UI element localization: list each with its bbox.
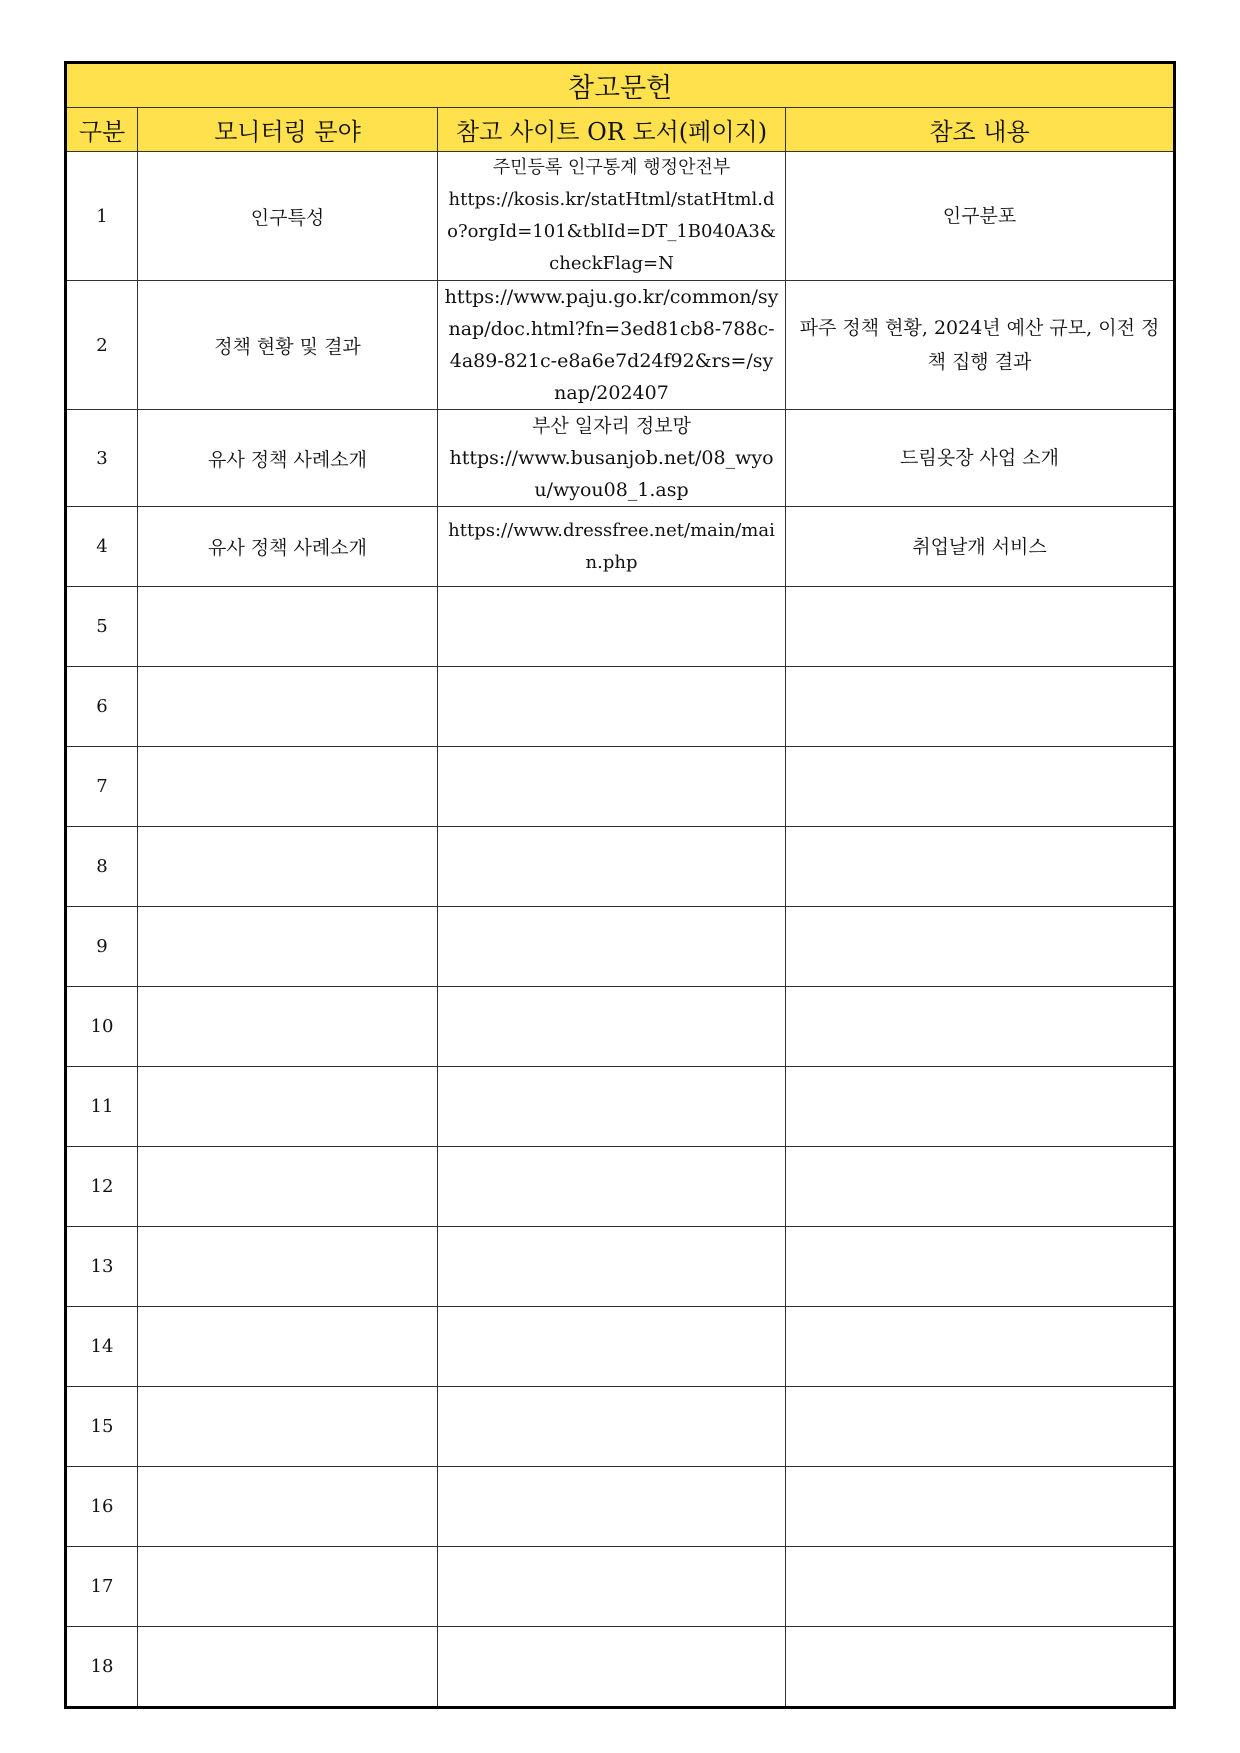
row-number: 16 (66, 1467, 138, 1547)
source-cell (438, 907, 786, 987)
table-row (66, 1067, 1175, 1147)
header-row (66, 108, 1175, 152)
row-number: 8 (66, 827, 138, 907)
reference-content (786, 1467, 1175, 1547)
reference-content (786, 827, 1175, 907)
table-row (66, 1547, 1175, 1627)
table-row (66, 987, 1175, 1067)
row-number: 12 (66, 1147, 138, 1227)
monitoring-phrase (138, 1307, 438, 1387)
table-row (66, 667, 1175, 747)
title-row (66, 63, 1175, 108)
row-number: 17 (66, 1547, 138, 1627)
source-title: 주민등록 인구통계 행정안전부 (492, 157, 731, 178)
table-row (66, 1307, 1175, 1387)
monitoring-phrase (138, 1147, 438, 1227)
table-row (66, 1227, 1175, 1307)
source-url[interactable]: https://www.busanjob.net/08_wyou/wyou08_1.asp (449, 447, 774, 501)
row-number: 3 (66, 410, 138, 507)
source-cell (438, 410, 786, 507)
source-cell (438, 281, 786, 410)
table-title: 참고문헌 (66, 63, 1175, 108)
source-url[interactable]: https://www.paju.go.kr/common/synap/doc.html?fn=3ed81cb8-788c-4a89-821c-e8a6e7d24f92&rs=/synap/202407 (444, 286, 779, 404)
monitoring-phrase (138, 987, 438, 1067)
table-row (66, 281, 1175, 410)
reference-content (786, 907, 1175, 987)
source-cell (438, 987, 786, 1067)
reference-content: 취업날개 서비스 (786, 507, 1175, 587)
reference-content (786, 1227, 1175, 1307)
reference-content (786, 1627, 1175, 1708)
reference-content (786, 747, 1175, 827)
monitoring-phrase (138, 1227, 438, 1307)
monitoring-phrase (138, 907, 438, 987)
source-cell (438, 1147, 786, 1227)
row-number: 10 (66, 987, 138, 1067)
row-number: 7 (66, 747, 138, 827)
table-row (66, 410, 1175, 507)
monitoring-phrase (138, 667, 438, 747)
monitoring-phrase (138, 1547, 438, 1627)
row-number: 9 (66, 907, 138, 987)
reference-content: 파주 정책 현황, 2024년 예산 규모, 이전 정책 집행 결과 (786, 281, 1175, 410)
source-title: 부산 일자리 정보망 (532, 415, 691, 437)
row-number: 2 (66, 281, 138, 410)
source-url[interactable]: https://kosis.kr/statHtml/statHtml.do?orgId=101&tblId=DT_1B040A3&checkFlag=N (447, 189, 776, 274)
reference-content (786, 987, 1175, 1067)
table-body (66, 152, 1175, 1708)
reference-content: 인구분포 (786, 152, 1175, 281)
reference-content (786, 1147, 1175, 1227)
header-source: 참고 사이트 OR 도서(페이지) (438, 108, 786, 152)
source-cell (438, 1627, 786, 1708)
source-cell (438, 667, 786, 747)
table-row (66, 587, 1175, 667)
row-number: 11 (66, 1067, 138, 1147)
source-cell (438, 507, 786, 587)
row-number: 5 (66, 587, 138, 667)
table-row (66, 1627, 1175, 1708)
row-number: 15 (66, 1387, 138, 1467)
reference-content: 드림옷장 사업 소개 (786, 410, 1175, 507)
source-cell (438, 1307, 786, 1387)
row-number: 14 (66, 1307, 138, 1387)
reference-content (786, 667, 1175, 747)
row-number: 13 (66, 1227, 138, 1307)
monitoring-phrase (138, 1387, 438, 1467)
source-cell (438, 1387, 786, 1467)
monitoring-phrase: 유사 정책 사례소개 (138, 507, 438, 587)
table-row (66, 152, 1175, 281)
source-cell (438, 1227, 786, 1307)
table-row (66, 1387, 1175, 1467)
monitoring-phrase (138, 1627, 438, 1708)
source-cell (438, 152, 786, 281)
row-number: 4 (66, 507, 138, 587)
monitoring-phrase (138, 827, 438, 907)
reference-content (786, 1067, 1175, 1147)
monitoring-phrase (138, 587, 438, 667)
table-row (66, 1467, 1175, 1547)
row-number: 6 (66, 667, 138, 747)
reference-content (786, 1307, 1175, 1387)
source-cell (438, 587, 786, 667)
source-cell (438, 827, 786, 907)
table-row (66, 1147, 1175, 1227)
monitoring-phrase (138, 1467, 438, 1547)
reference-content (786, 1387, 1175, 1467)
monitoring-phrase (138, 747, 438, 827)
reference-content (786, 1547, 1175, 1627)
row-number: 1 (66, 152, 138, 281)
monitoring-phrase (138, 1067, 438, 1147)
source-cell (438, 1547, 786, 1627)
source-cell (438, 1067, 786, 1147)
table-row (66, 827, 1175, 907)
reference-table (64, 61, 1176, 1709)
source-cell (438, 1467, 786, 1547)
table-row (66, 907, 1175, 987)
reference-content (786, 587, 1175, 667)
header-no: 구분 (66, 108, 138, 152)
source-url[interactable]: https://www.dressfree.net/main/main.php (448, 519, 775, 573)
header-phrase: 모니터링 문야 (138, 108, 438, 152)
monitoring-phrase: 정책 현황 및 결과 (138, 281, 438, 410)
header-content: 참조 내용 (786, 108, 1175, 152)
row-number: 18 (66, 1627, 138, 1708)
table-row (66, 747, 1175, 827)
source-cell (438, 747, 786, 827)
table-row (66, 507, 1175, 587)
monitoring-phrase: 인구특성 (138, 152, 438, 281)
monitoring-phrase: 유사 정책 사례소개 (138, 410, 438, 507)
